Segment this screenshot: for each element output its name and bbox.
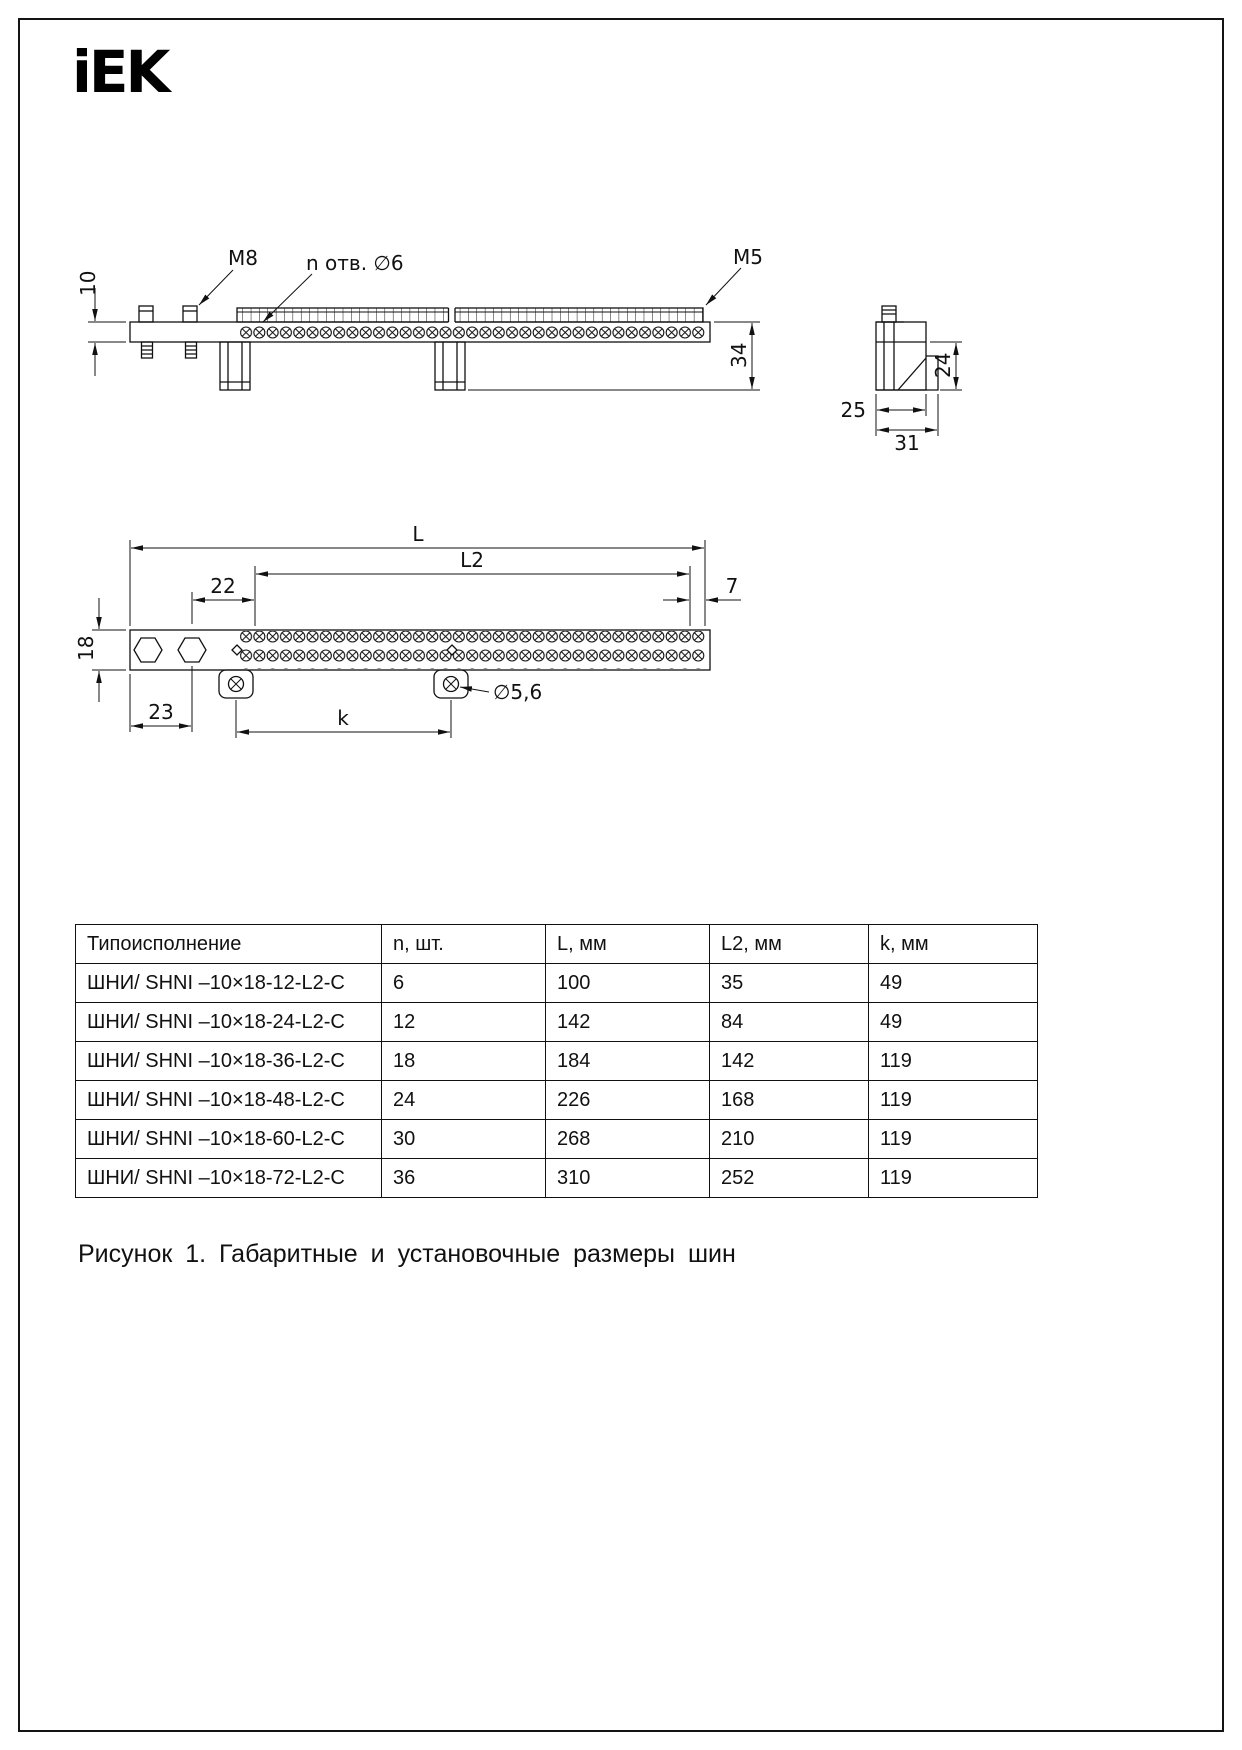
dim-18: 18: [74, 635, 98, 661]
cell-n: 24: [382, 1081, 546, 1120]
cell-L: 142: [546, 1003, 710, 1042]
cell-L2: 142: [710, 1042, 869, 1081]
label-n-holes: n отв. ∅6: [306, 251, 404, 275]
dim-L: L: [412, 522, 424, 546]
cell-n: 30: [382, 1120, 546, 1159]
table-row: [76, 1120, 1038, 1159]
cell-k: 119: [869, 1042, 1038, 1081]
dim-24: 24: [931, 352, 955, 378]
top-view-shapes: [130, 306, 710, 390]
dim-k: k: [337, 706, 349, 730]
cell-model: ШНИ/ SHNI –10×18-12-L2-C: [76, 964, 382, 1003]
end-view-shapes: [876, 306, 938, 390]
dim-25: 25: [840, 398, 866, 422]
cell-L: 100: [546, 964, 710, 1003]
cell-L: 226: [546, 1081, 710, 1120]
table-row: [76, 1159, 1038, 1198]
cell-L: 184: [546, 1042, 710, 1081]
table-row: [76, 1081, 1038, 1120]
dim-7: 7: [725, 574, 739, 598]
cell-L2: 252: [710, 1159, 869, 1198]
cell-model: ШНИ/ SHNI –10×18-36-L2-C: [76, 1042, 382, 1081]
figure-caption: Рисунок 1. Габаритные и установочные размеры шин: [78, 1240, 736, 1268]
cell-model: ШНИ/ SHNI –10×18-60-L2-C: [76, 1120, 382, 1159]
col-header-k: k, мм: [869, 925, 1038, 964]
plan-view-shapes: [130, 630, 710, 698]
cell-L2: 210: [710, 1120, 869, 1159]
cell-n: 36: [382, 1159, 546, 1198]
label-m5: M5: [733, 245, 763, 269]
dim-L2: L2: [460, 548, 484, 572]
cell-L2: 168: [710, 1081, 869, 1120]
top-view-labels: [76, 245, 763, 368]
technical-drawing: [0, 0, 1242, 800]
dim-10: 10: [76, 270, 100, 296]
table-row: [76, 1042, 1038, 1081]
cell-L2: 35: [710, 964, 869, 1003]
label-m8: M8: [228, 246, 258, 270]
col-header-L2: L2, мм: [710, 925, 869, 964]
cell-n: 18: [382, 1042, 546, 1081]
cell-n: 12: [382, 1003, 546, 1042]
table-row: [76, 1003, 1038, 1042]
cell-k: 49: [869, 1003, 1038, 1042]
table-header-row: [76, 925, 1038, 964]
cell-k: 119: [869, 1081, 1038, 1120]
dimensions-table: [75, 924, 1038, 1198]
dim-23: 23: [148, 700, 174, 724]
table-row: [76, 964, 1038, 1003]
col-header-n: n, шт.: [382, 925, 546, 964]
cell-model: ШНИ/ SHNI –10×18-24-L2-C: [76, 1003, 382, 1042]
cell-L: 268: [546, 1120, 710, 1159]
cell-k: 49: [869, 964, 1038, 1003]
cell-model: ШНИ/ SHNI –10×18-48-L2-C: [76, 1081, 382, 1120]
dim-22: 22: [210, 574, 236, 598]
cell-L2: 84: [710, 1003, 869, 1042]
iek-logo: iEK: [72, 38, 168, 106]
plan-view-labels: [74, 522, 738, 730]
dim-31: 31: [894, 431, 920, 455]
col-header-L: L, мм: [546, 925, 710, 964]
dim-34: 34: [727, 342, 751, 368]
label-hole-diameter: ∅5,6: [493, 680, 543, 704]
cell-k: 119: [869, 1120, 1038, 1159]
col-header-model: Типоисполнение: [76, 925, 382, 964]
cell-L: 310: [546, 1159, 710, 1198]
cell-k: 119: [869, 1159, 1038, 1198]
cell-n: 6: [382, 964, 546, 1003]
cell-model: ШНИ/ SHNI –10×18-72-L2-C: [76, 1159, 382, 1198]
